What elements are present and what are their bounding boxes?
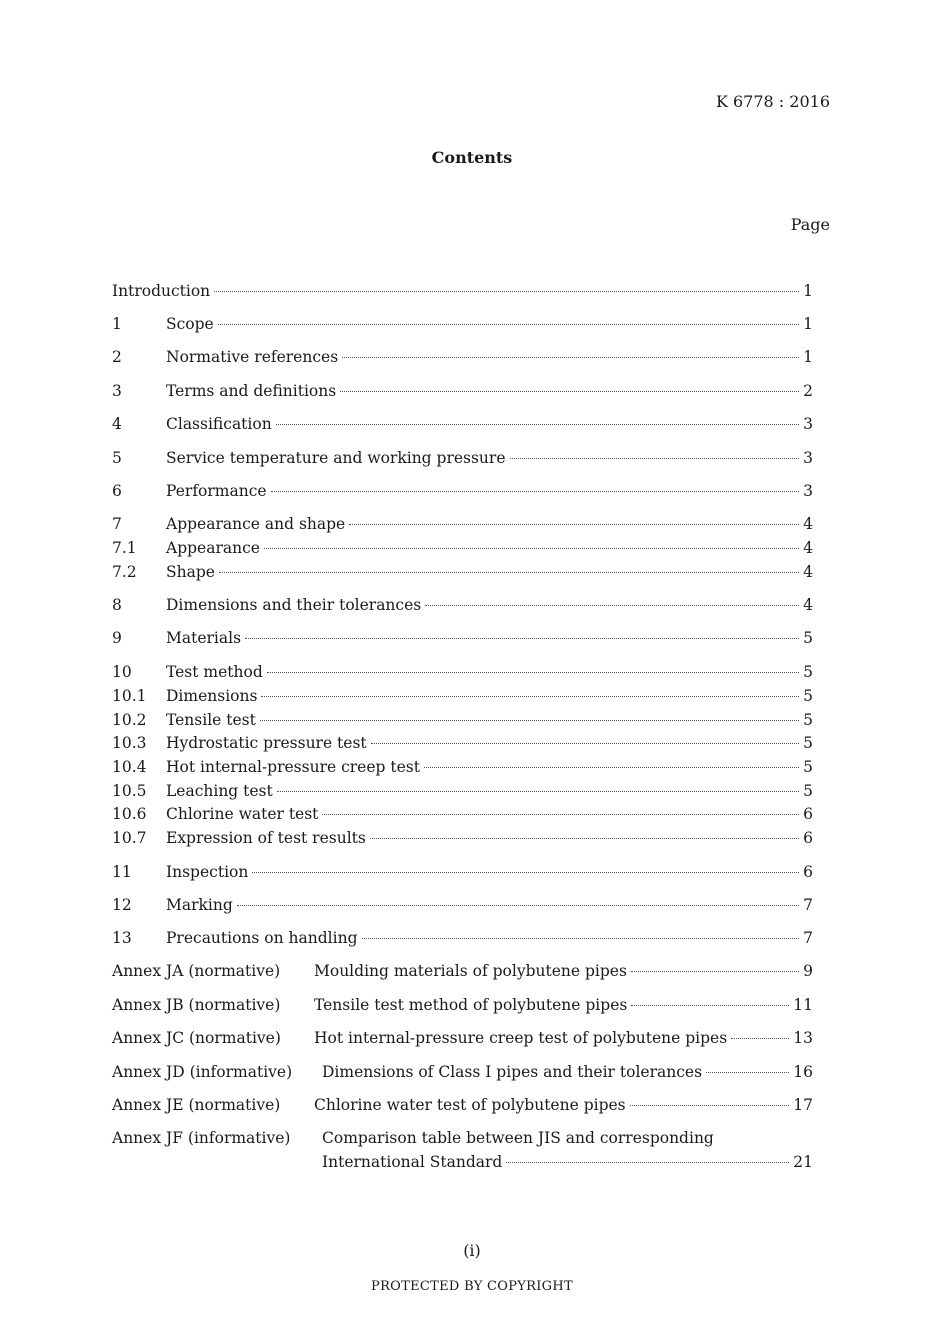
toc-entry-title: Introduction xyxy=(112,282,211,300)
toc-entry-title: Scope xyxy=(166,315,214,333)
toc-entry-title: Classification xyxy=(166,415,272,433)
toc-entry[interactable] xyxy=(112,894,813,916)
toc-entry-page: 5 xyxy=(803,711,813,729)
toc-entry-title: Tensile test xyxy=(166,711,256,729)
dot-leader xyxy=(260,720,799,721)
toc-entry-number: 10.7 xyxy=(112,829,147,847)
toc-entry-number: Annex JC (normative) xyxy=(112,1029,281,1047)
toc-entry-number: Annex JB (normative) xyxy=(112,996,281,1014)
standard-number: K 6778 : 2016 xyxy=(715,92,830,111)
toc-entry-number: 10.1 xyxy=(112,687,147,705)
toc-entry-page: 5 xyxy=(803,734,813,752)
toc-entry-page: 3 xyxy=(803,449,813,467)
dot-leader xyxy=(219,572,799,573)
toc-entry[interactable] xyxy=(112,480,813,502)
toc-entry[interactable] xyxy=(112,709,813,731)
toc-entry-title: Hot internal-pressure creep test xyxy=(166,758,420,776)
toc-entry[interactable] xyxy=(112,313,813,335)
toc-entry-page: 7 xyxy=(803,896,813,914)
toc-entry[interactable] xyxy=(112,413,813,435)
toc-entry-title: Chlorine water test of polybutene pipes xyxy=(314,1096,626,1114)
dot-leader xyxy=(237,905,799,906)
toc-entry[interactable] xyxy=(112,732,813,754)
toc-entry-number: Annex JA (normative) xyxy=(112,962,281,980)
toc-entry-title: Service temperature and working pressure xyxy=(166,449,506,467)
toc-entry-title: Test method xyxy=(166,663,263,681)
toc-entry-page: 16 xyxy=(793,1063,813,1081)
toc-entry[interactable] xyxy=(112,803,813,825)
toc-entry-number: 10.6 xyxy=(112,805,147,823)
toc-entry-number: 1 xyxy=(112,315,122,333)
toc-entry-title: Dimensions xyxy=(166,687,258,705)
toc-entry[interactable] xyxy=(112,561,813,583)
dot-leader xyxy=(261,696,799,697)
dot-leader xyxy=(731,1038,789,1039)
toc-entry-number: 8 xyxy=(112,596,122,614)
toc-entry-number: 13 xyxy=(112,929,132,947)
toc-entry-page: 5 xyxy=(803,782,813,800)
toc-entry-page: 7 xyxy=(803,929,813,947)
toc-entry-page: 3 xyxy=(803,482,813,500)
toc-entry[interactable] xyxy=(112,513,813,535)
dot-leader xyxy=(277,791,799,792)
dot-leader xyxy=(631,971,799,972)
dot-leader xyxy=(342,357,799,358)
toc-entry-page: 5 xyxy=(803,758,813,776)
toc-entry-number: 7.1 xyxy=(112,539,137,557)
toc-entry-page: 1 xyxy=(803,348,813,366)
copyright-notice: PROTECTED BY COPYRIGHT xyxy=(371,1279,573,1294)
toc-entry-title: Appearance xyxy=(166,539,260,557)
toc-entry-title: Chlorine water test xyxy=(166,805,319,823)
toc-entry-title: Appearance and shape xyxy=(166,515,346,533)
toc-entry-page: 5 xyxy=(803,687,813,705)
toc-entry-page: 9 xyxy=(803,962,813,980)
toc-entry-page: 6 xyxy=(803,829,813,847)
dot-leader xyxy=(349,524,799,525)
toc-entry-title: Leaching test xyxy=(166,782,273,800)
dot-leader xyxy=(322,814,799,815)
toc-entry[interactable] xyxy=(112,861,813,883)
toc-entry[interactable] xyxy=(112,537,813,559)
toc-entry-page: 3 xyxy=(803,415,813,433)
toc-entry-page: 4 xyxy=(803,515,813,533)
toc-entry-page: 4 xyxy=(803,539,813,557)
toc-entry-title: Tensile test method of polybutene pipes xyxy=(314,996,628,1014)
toc-entry-page: 13 xyxy=(793,1029,813,1047)
toc-entry-page: 6 xyxy=(803,805,813,823)
toc-entry-number: 5 xyxy=(112,449,122,467)
toc-entry-page: 1 xyxy=(803,282,813,300)
toc-entry-number: Annex JF (informative) xyxy=(112,1129,291,1147)
page-title: Contents xyxy=(431,148,513,167)
toc-entry-title: Marking xyxy=(166,896,233,914)
dot-leader xyxy=(424,767,799,768)
toc-entry-title: Dimensions of Class I pipes and their tolerances xyxy=(322,1063,703,1081)
toc-entry-number: 10.4 xyxy=(112,758,147,776)
toc-entry[interactable] xyxy=(112,447,813,469)
dot-leader xyxy=(264,548,799,549)
toc-entry-title: Materials xyxy=(166,629,242,647)
dot-leader xyxy=(271,491,800,492)
toc-entry-title: Shape xyxy=(166,563,215,581)
toc-entry-number: 7 xyxy=(112,515,122,533)
toc-entry[interactable] xyxy=(112,594,813,616)
toc-entry-annex[interactable] xyxy=(112,994,813,1016)
toc-entry[interactable] xyxy=(112,685,813,707)
toc-entry-title: Precautions on handling xyxy=(166,929,358,947)
toc-entry-title-line2: International Standard xyxy=(322,1153,503,1171)
toc-entry[interactable] xyxy=(112,346,813,368)
toc-entry-annex-continuation[interactable] xyxy=(322,1151,813,1173)
dot-leader xyxy=(267,672,799,673)
toc-entry-title: Comparison table between JIS and corresponding xyxy=(322,1129,714,1147)
toc-entry[interactable] xyxy=(112,756,813,778)
toc-entry-title: Hot internal-pressure creep test of polybutene pipes xyxy=(314,1029,728,1047)
toc-entry-page: 11 xyxy=(793,996,813,1014)
toc-entry-introduction[interactable] xyxy=(112,280,813,302)
toc-entry-number: 9 xyxy=(112,629,122,647)
dot-leader xyxy=(506,1162,789,1163)
dot-leader xyxy=(370,838,799,839)
dot-leader xyxy=(631,1005,789,1006)
toc-entry-title: Terms and definitions xyxy=(166,382,337,400)
toc-entry[interactable] xyxy=(112,827,813,849)
toc-entry-page: 1 xyxy=(803,315,813,333)
toc-entry-annex[interactable] xyxy=(112,1094,813,1116)
toc-entry-title: Expression of test results xyxy=(166,829,366,847)
dot-leader xyxy=(362,938,800,939)
dot-leader xyxy=(510,458,800,459)
dot-leader xyxy=(630,1105,790,1106)
toc-entry-annex[interactable] xyxy=(112,960,813,982)
toc-entry-title: Hydrostatic pressure test xyxy=(166,734,367,752)
toc-entry-title: Inspection xyxy=(166,863,249,881)
toc-entry-number: Annex JE (normative) xyxy=(112,1096,281,1114)
toc-entry[interactable] xyxy=(112,661,813,683)
dot-leader xyxy=(218,324,799,325)
dot-leader xyxy=(245,638,799,639)
dot-leader xyxy=(276,424,799,425)
toc-entry-number: 7.2 xyxy=(112,563,137,581)
toc-entry-title: Performance xyxy=(166,482,267,500)
toc-entry-page: 5 xyxy=(803,663,813,681)
toc-entry-page: 21 xyxy=(793,1153,813,1171)
toc-entry-page: 6 xyxy=(803,863,813,881)
toc-entry-page: 5 xyxy=(803,629,813,647)
dot-leader xyxy=(340,391,799,392)
toc-entry-annex[interactable] xyxy=(112,1027,813,1049)
toc-entry-number: 10.3 xyxy=(112,734,147,752)
toc-entry[interactable] xyxy=(112,380,813,402)
toc-entry-page: 2 xyxy=(803,382,813,400)
toc-entry-number: 10.5 xyxy=(112,782,147,800)
toc-entry-number: 10 xyxy=(112,663,132,681)
toc-entry[interactable] xyxy=(112,927,813,949)
toc-entry-number: Annex JD (informative) xyxy=(112,1063,293,1081)
toc-entry[interactable] xyxy=(112,627,813,649)
toc-entry-title: Moulding materials of polybutene pipes xyxy=(314,962,627,980)
toc-entry-page: 4 xyxy=(803,563,813,581)
toc-entry-title: Normative references xyxy=(166,348,339,366)
toc-entry[interactable] xyxy=(112,780,813,802)
dot-leader xyxy=(252,872,799,873)
dot-leader xyxy=(425,605,799,606)
dot-leader xyxy=(214,291,799,292)
toc-entry-page: 4 xyxy=(803,596,813,614)
page-number: (i) xyxy=(463,1241,481,1260)
dot-leader xyxy=(371,743,799,744)
toc-entry-number: 11 xyxy=(112,863,132,881)
toc-entry-annex[interactable] xyxy=(112,1127,813,1149)
toc-entry-annex[interactable] xyxy=(112,1061,813,1083)
toc-entry-number: 3 xyxy=(112,382,122,400)
toc-entry-number: 10.2 xyxy=(112,711,147,729)
toc-entry-number: 4 xyxy=(112,415,122,433)
page-column-label: Page xyxy=(790,215,830,234)
dot-leader xyxy=(706,1072,789,1073)
toc-entry-page: 17 xyxy=(793,1096,813,1114)
toc-entry-number: 2 xyxy=(112,348,122,366)
toc-entry-title: Dimensions and their tolerances xyxy=(166,596,422,614)
toc-entry-number: 12 xyxy=(112,896,132,914)
toc-entry-number: 6 xyxy=(112,482,122,500)
